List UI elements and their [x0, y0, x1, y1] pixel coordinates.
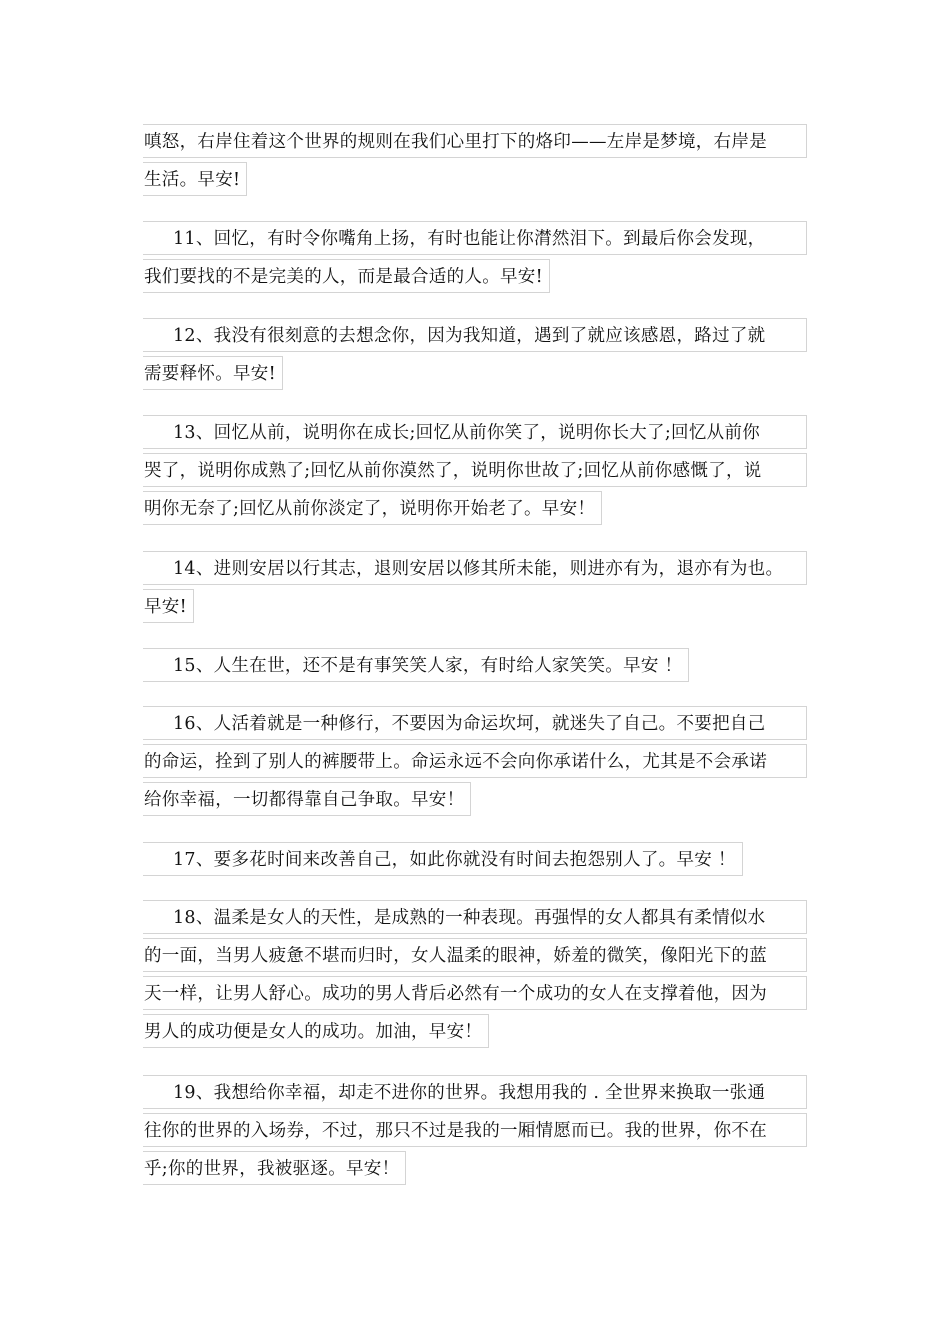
text-line: 往你的世界的入场券，不过，那只不过是我的一厢情愿而已。我的世界，你不在: [143, 1113, 807, 1147]
text-line: 18、温柔是女人的天性，是成熟的一种表现。再强悍的女人都具有柔情似水: [143, 900, 807, 934]
text-line: 我们要找的不是完美的人，而是最合适的人。早安!: [143, 259, 550, 293]
paragraph-18: [143, 900, 808, 1056]
text-line: 天一样，让男人舒心。成功的男人背后必然有一个成功的女人在支撑着他，因为: [143, 976, 807, 1010]
text-line: 12、我没有很刻意的去想念你，因为我知道，遇到了就应该感恩，路过了就: [143, 318, 807, 352]
text-line: 11、回忆，有时令你嘴角上扬，有时也能让你潸然泪下。到最后你会发现，: [143, 221, 807, 255]
paragraph-10-continued: [143, 124, 808, 204]
text-line: 19、我想给你幸福，却走不进你的世界。我想用我的 . 全世界来换取一张通: [143, 1075, 807, 1109]
text-line: 明你无奈了;回忆从前你淡定了，说明你开始老了。早安！: [143, 491, 602, 525]
text-line: 17、要多花时间来改善自己，如此你就没有时间去抱怨别人了。早安 ！: [143, 842, 743, 876]
text-line: 的一面，当男人疲惫不堪而归时，女人温柔的眼神，娇羞的微笑，像阳光下的蓝: [143, 938, 807, 972]
paragraph-12: [143, 318, 808, 398]
text-line: 15、人生在世，还不是有事笑笑人家，有时给人家笑笑。早安 ！: [143, 648, 689, 682]
text-line: 男人的成功便是女人的成功。加油，早安！: [143, 1014, 489, 1048]
paragraph-11: [143, 221, 808, 301]
text-line: 给你幸福，一切都得靠自己争取。早安！: [143, 782, 471, 816]
text-line: 早安!: [143, 589, 194, 623]
paragraph-17: [143, 842, 808, 884]
text-line: 生活。早安!: [143, 162, 247, 196]
paragraph-15: [143, 648, 808, 690]
text-line: 16、人活着就是一种修行，不要因为命运坎坷，就迷失了自己。不要把自己: [143, 706, 807, 740]
text-line: 乎;你的世界，我被驱逐。早安！: [143, 1151, 406, 1185]
text-line: 的命运，拴到了别人的裤腰带上。命运永远不会向你承诺什么，尤其是不会承诺: [143, 744, 807, 778]
text-line: 哭了，说明你成熟了;回忆从前你漠然了，说明你世故了;回忆从前你感慨了，说: [143, 453, 807, 487]
paragraph-19: [143, 1075, 808, 1193]
text-line: 14、进则安居以行其志，退则安居以修其所未能，则进亦有为，退亦有为也。: [143, 551, 807, 585]
text-line: 13、回忆从前，说明你在成长;回忆从前你笑了，说明你长大了;回忆从前你: [143, 415, 807, 449]
text-line: 需要释怀。早安!: [143, 356, 283, 390]
paragraph-14: [143, 551, 808, 631]
paragraph-16: [143, 706, 808, 824]
paragraph-13: [143, 415, 808, 533]
text-line: 嗔怒，右岸住着这个世界的规则在我们心里打下的烙印——左岸是梦境，右岸是: [143, 124, 807, 158]
